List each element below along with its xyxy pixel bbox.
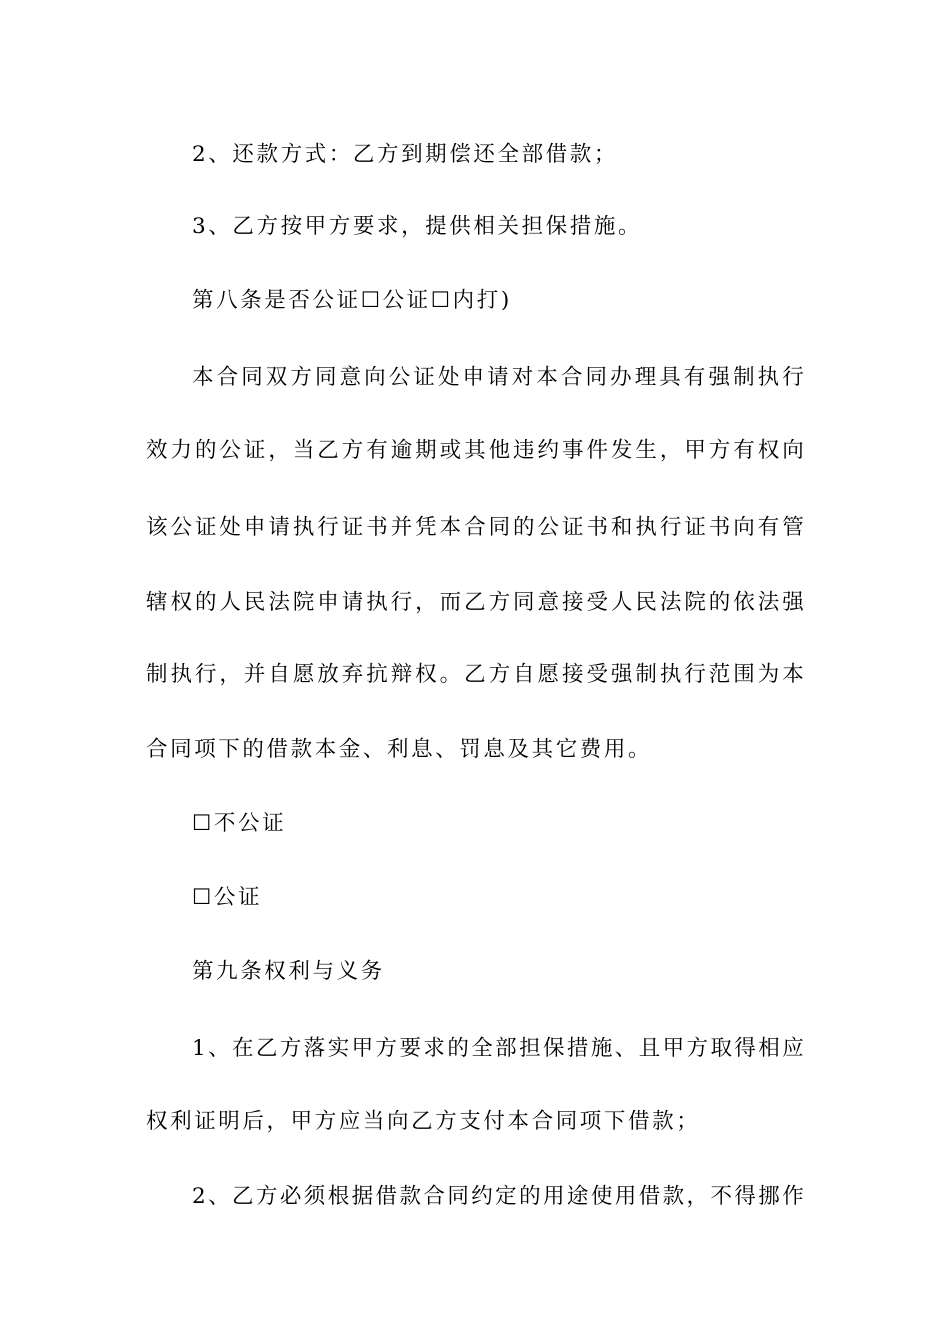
text-char: 强	[782, 590, 804, 615]
text-char: 愿	[537, 662, 560, 687]
text-char: 措	[566, 1036, 589, 1061]
text-char: 途	[566, 1184, 589, 1209]
text-char: 在	[232, 1036, 254, 1061]
text-char: 同	[314, 365, 337, 390]
text-char: 借	[375, 1184, 398, 1209]
text-char: 证	[413, 365, 435, 390]
text-char: 的	[194, 438, 217, 463]
text-char: 其	[464, 438, 486, 463]
text-char: 的	[519, 1184, 541, 1209]
notarization-paragraph-line-2	[146, 437, 804, 465]
text-char: 逾	[390, 438, 413, 463]
text-char: ，	[659, 438, 682, 463]
text-char: 乙	[317, 438, 339, 463]
notarization-paragraph-line-3	[146, 514, 804, 542]
text-char: 方	[488, 590, 511, 615]
text-char: 件	[586, 438, 608, 463]
text-char: 理	[634, 365, 657, 390]
text-char: 行	[659, 515, 682, 540]
text-char: 依	[733, 590, 755, 615]
text-char: 方	[279, 1036, 302, 1061]
no-notarization-option: ☐不公证	[192, 811, 287, 836]
text-char: 必	[279, 1184, 302, 1209]
text-char: 书	[366, 515, 388, 540]
text-char: 事	[561, 438, 584, 463]
text-char: 人	[610, 590, 633, 615]
text-char: 本	[782, 662, 804, 687]
text-char: 同	[241, 365, 263, 390]
text-char: 双	[265, 365, 288, 390]
text-char: 制	[146, 662, 168, 687]
text-char: 部	[495, 1036, 517, 1061]
text-char: 请	[268, 515, 290, 540]
text-char: 的	[708, 590, 731, 615]
text-char: ，	[268, 438, 290, 463]
text-char: 的	[513, 515, 535, 540]
text-char: 生	[635, 438, 657, 463]
text-char: 书	[708, 515, 731, 540]
notarization-paragraph-line-6: 合同项下的借款本金、利息、罚息及其它费用。	[146, 737, 653, 762]
text-char: 据	[351, 1184, 374, 1209]
text-char: 取	[710, 1036, 732, 1061]
text-char: 请	[341, 590, 364, 615]
text-char: 不	[710, 1184, 732, 1209]
text-char: 民	[243, 590, 266, 615]
text-char: 权	[757, 438, 780, 463]
text-char: ，	[686, 1184, 709, 1209]
text-char: 受	[586, 662, 608, 687]
text-char: 乙	[464, 662, 486, 687]
text-char: 向	[364, 365, 386, 390]
text-char: 证	[684, 515, 706, 540]
text-char: 人	[219, 590, 241, 615]
text-char: 自	[513, 662, 535, 687]
text-char: 得	[734, 1036, 756, 1061]
text-char: 有	[757, 515, 780, 540]
text-char: 甲	[684, 438, 706, 463]
text-char: 同	[488, 515, 511, 540]
notarization-option: ☐公证	[192, 885, 263, 910]
text-char: 申	[462, 365, 485, 390]
text-char: 且	[638, 1036, 661, 1061]
text-char: 证	[194, 515, 217, 540]
text-char: 定	[495, 1184, 517, 1209]
text-char: 2	[192, 1184, 206, 1209]
text-char: 执	[757, 365, 780, 390]
text-char: 、	[208, 1184, 230, 1209]
text-char: 强	[610, 662, 633, 687]
text-char: 用	[543, 1184, 565, 1209]
text-char: 约	[537, 438, 560, 463]
text-char: 方	[255, 1184, 278, 1209]
text-char: 方	[686, 1036, 709, 1061]
article-eight-heading: 第八条是否公证☐公证☐内打)	[192, 288, 512, 313]
text-char: 弃	[341, 662, 364, 687]
text-char: 法	[659, 590, 682, 615]
text-char: 执	[659, 662, 682, 687]
text-char: 公	[388, 365, 411, 390]
text-char: 应	[782, 1036, 804, 1061]
text-char: 公	[219, 438, 241, 463]
text-char: 行	[317, 515, 339, 540]
text-char: 民	[635, 590, 657, 615]
text-char: 有	[733, 438, 755, 463]
text-char: 接	[561, 662, 584, 687]
text-char: 证	[561, 515, 584, 540]
text-char: 甲	[351, 1036, 374, 1061]
article-nine-heading: 第九条权利与义务	[192, 959, 385, 984]
text-char: 落	[303, 1036, 326, 1061]
notarization-paragraph-line-4	[146, 589, 804, 617]
text-char: 施	[590, 1036, 613, 1061]
text-char: 甲	[662, 1036, 685, 1061]
repayment-method-line: 2、还款方式：乙方到期偿还全部借款；	[192, 142, 618, 167]
text-char: 处	[219, 515, 241, 540]
text-char: 向	[733, 515, 755, 540]
text-char: 、	[208, 1036, 230, 1061]
text-char: 乙	[464, 590, 486, 615]
text-char: 并	[243, 662, 266, 687]
text-char: 方	[341, 438, 364, 463]
text-char: 权	[170, 590, 192, 615]
text-char: 书	[586, 515, 608, 540]
text-char: 用	[614, 1184, 637, 1209]
text-char: 接	[561, 590, 584, 615]
text-char: 实	[327, 1036, 350, 1061]
text-char: 法	[268, 590, 290, 615]
text-char: 根	[327, 1184, 350, 1209]
text-char: 同	[447, 1184, 469, 1209]
text-char: 的	[447, 1036, 469, 1061]
text-char: 院	[292, 590, 315, 615]
text-char: 强	[708, 365, 730, 390]
text-char: 办	[610, 365, 632, 390]
text-char: 辖	[146, 590, 168, 615]
text-char: 放	[317, 662, 339, 687]
text-char: 要	[399, 1036, 421, 1061]
text-char: 方	[488, 662, 511, 687]
text-char: 款	[662, 1184, 685, 1209]
text-char: 请	[487, 365, 509, 390]
text-char: 有	[683, 365, 706, 390]
text-char: 同	[585, 365, 608, 390]
text-char: 力	[170, 438, 192, 463]
text-char: 全	[471, 1036, 493, 1061]
text-char: 愿	[292, 662, 315, 687]
text-char: 的	[194, 590, 217, 615]
text-char: 求	[423, 1036, 445, 1061]
text-char: 须	[303, 1184, 326, 1209]
text-char: 。	[439, 662, 462, 687]
text-char: 执	[366, 590, 388, 615]
text-char: 方	[290, 365, 312, 390]
rights-obligations-line-2: 权利证明后，甲方应当向乙方支付本合同项下借款；	[146, 1109, 701, 1134]
text-char: 保	[543, 1036, 565, 1061]
text-char: 行	[782, 365, 804, 390]
notarization-paragraph-line-1	[192, 364, 804, 392]
text-char: ，	[415, 590, 437, 615]
text-char: 他	[488, 438, 511, 463]
text-char: ，	[219, 662, 241, 687]
text-char: 效	[146, 438, 168, 463]
text-char: 执	[170, 662, 192, 687]
text-char: 具	[659, 365, 681, 390]
text-char: 为	[757, 662, 780, 687]
text-char: 得	[734, 1184, 756, 1209]
text-char: 管	[782, 515, 804, 540]
text-char: 并	[390, 515, 413, 540]
text-char: 期	[415, 438, 437, 463]
text-char: 范	[708, 662, 731, 687]
text-char: 行	[194, 662, 217, 687]
text-char: 制	[635, 662, 657, 687]
notarization-paragraph-line-5	[146, 661, 804, 689]
text-char: 意	[537, 590, 560, 615]
text-char: 申	[317, 590, 339, 615]
text-char: 作	[782, 1184, 804, 1209]
text-char: 有	[366, 438, 388, 463]
text-char: 公	[170, 515, 192, 540]
text-char: 抗	[366, 662, 388, 687]
text-char: 意	[339, 365, 362, 390]
text-char: 合	[423, 1184, 445, 1209]
guarantee-measures-line: 3、乙方按甲方要求，提供相关担保措施。	[192, 214, 643, 239]
text-char: 院	[684, 590, 706, 615]
text-char: 借	[638, 1184, 661, 1209]
rights-obligations-line-3	[192, 1183, 804, 1211]
text-char: 申	[243, 515, 266, 540]
text-char: 辩	[390, 662, 413, 687]
text-char: 制	[733, 365, 755, 390]
text-char: 使	[590, 1184, 613, 1209]
text-char: 本	[192, 365, 214, 390]
text-char: 公	[537, 515, 560, 540]
text-char: 挪	[758, 1184, 780, 1209]
text-char: 法	[757, 590, 780, 615]
text-char: 自	[268, 662, 290, 687]
text-char: 而	[439, 590, 462, 615]
text-char: 向	[782, 438, 804, 463]
text-char: 执	[635, 515, 657, 540]
text-char: 违	[513, 438, 535, 463]
text-char: 款	[399, 1184, 421, 1209]
text-char: 本	[439, 515, 462, 540]
text-char: 约	[471, 1184, 493, 1209]
text-char: 和	[610, 515, 633, 540]
text-char: 合	[560, 365, 583, 390]
text-char: 对	[511, 365, 534, 390]
text-char: 乙	[232, 1184, 254, 1209]
text-char: 担	[519, 1036, 541, 1061]
text-char: 行	[684, 662, 706, 687]
text-char: 证	[341, 515, 364, 540]
text-char: 当	[292, 438, 315, 463]
text-char: 处	[437, 365, 460, 390]
rights-obligations-line-1	[192, 1035, 804, 1063]
text-char: 同	[513, 590, 535, 615]
text-char: 或	[439, 438, 462, 463]
text-char: 乙	[255, 1036, 278, 1061]
text-char: 1	[192, 1036, 206, 1061]
text-char: 该	[146, 515, 168, 540]
text-char: 相	[758, 1036, 780, 1061]
text-char: 执	[292, 515, 315, 540]
text-char: 本	[536, 365, 558, 390]
text-char: 行	[390, 590, 413, 615]
text-char: 合	[216, 365, 239, 390]
text-char: 方	[708, 438, 731, 463]
text-char: 方	[375, 1036, 398, 1061]
text-char: 合	[464, 515, 486, 540]
text-char: 、	[614, 1036, 637, 1061]
text-char: 证	[243, 438, 266, 463]
text-char: 权	[415, 662, 437, 687]
text-char: 围	[733, 662, 755, 687]
text-char: 受	[586, 590, 608, 615]
text-char: 凭	[415, 515, 437, 540]
text-char: 发	[610, 438, 633, 463]
